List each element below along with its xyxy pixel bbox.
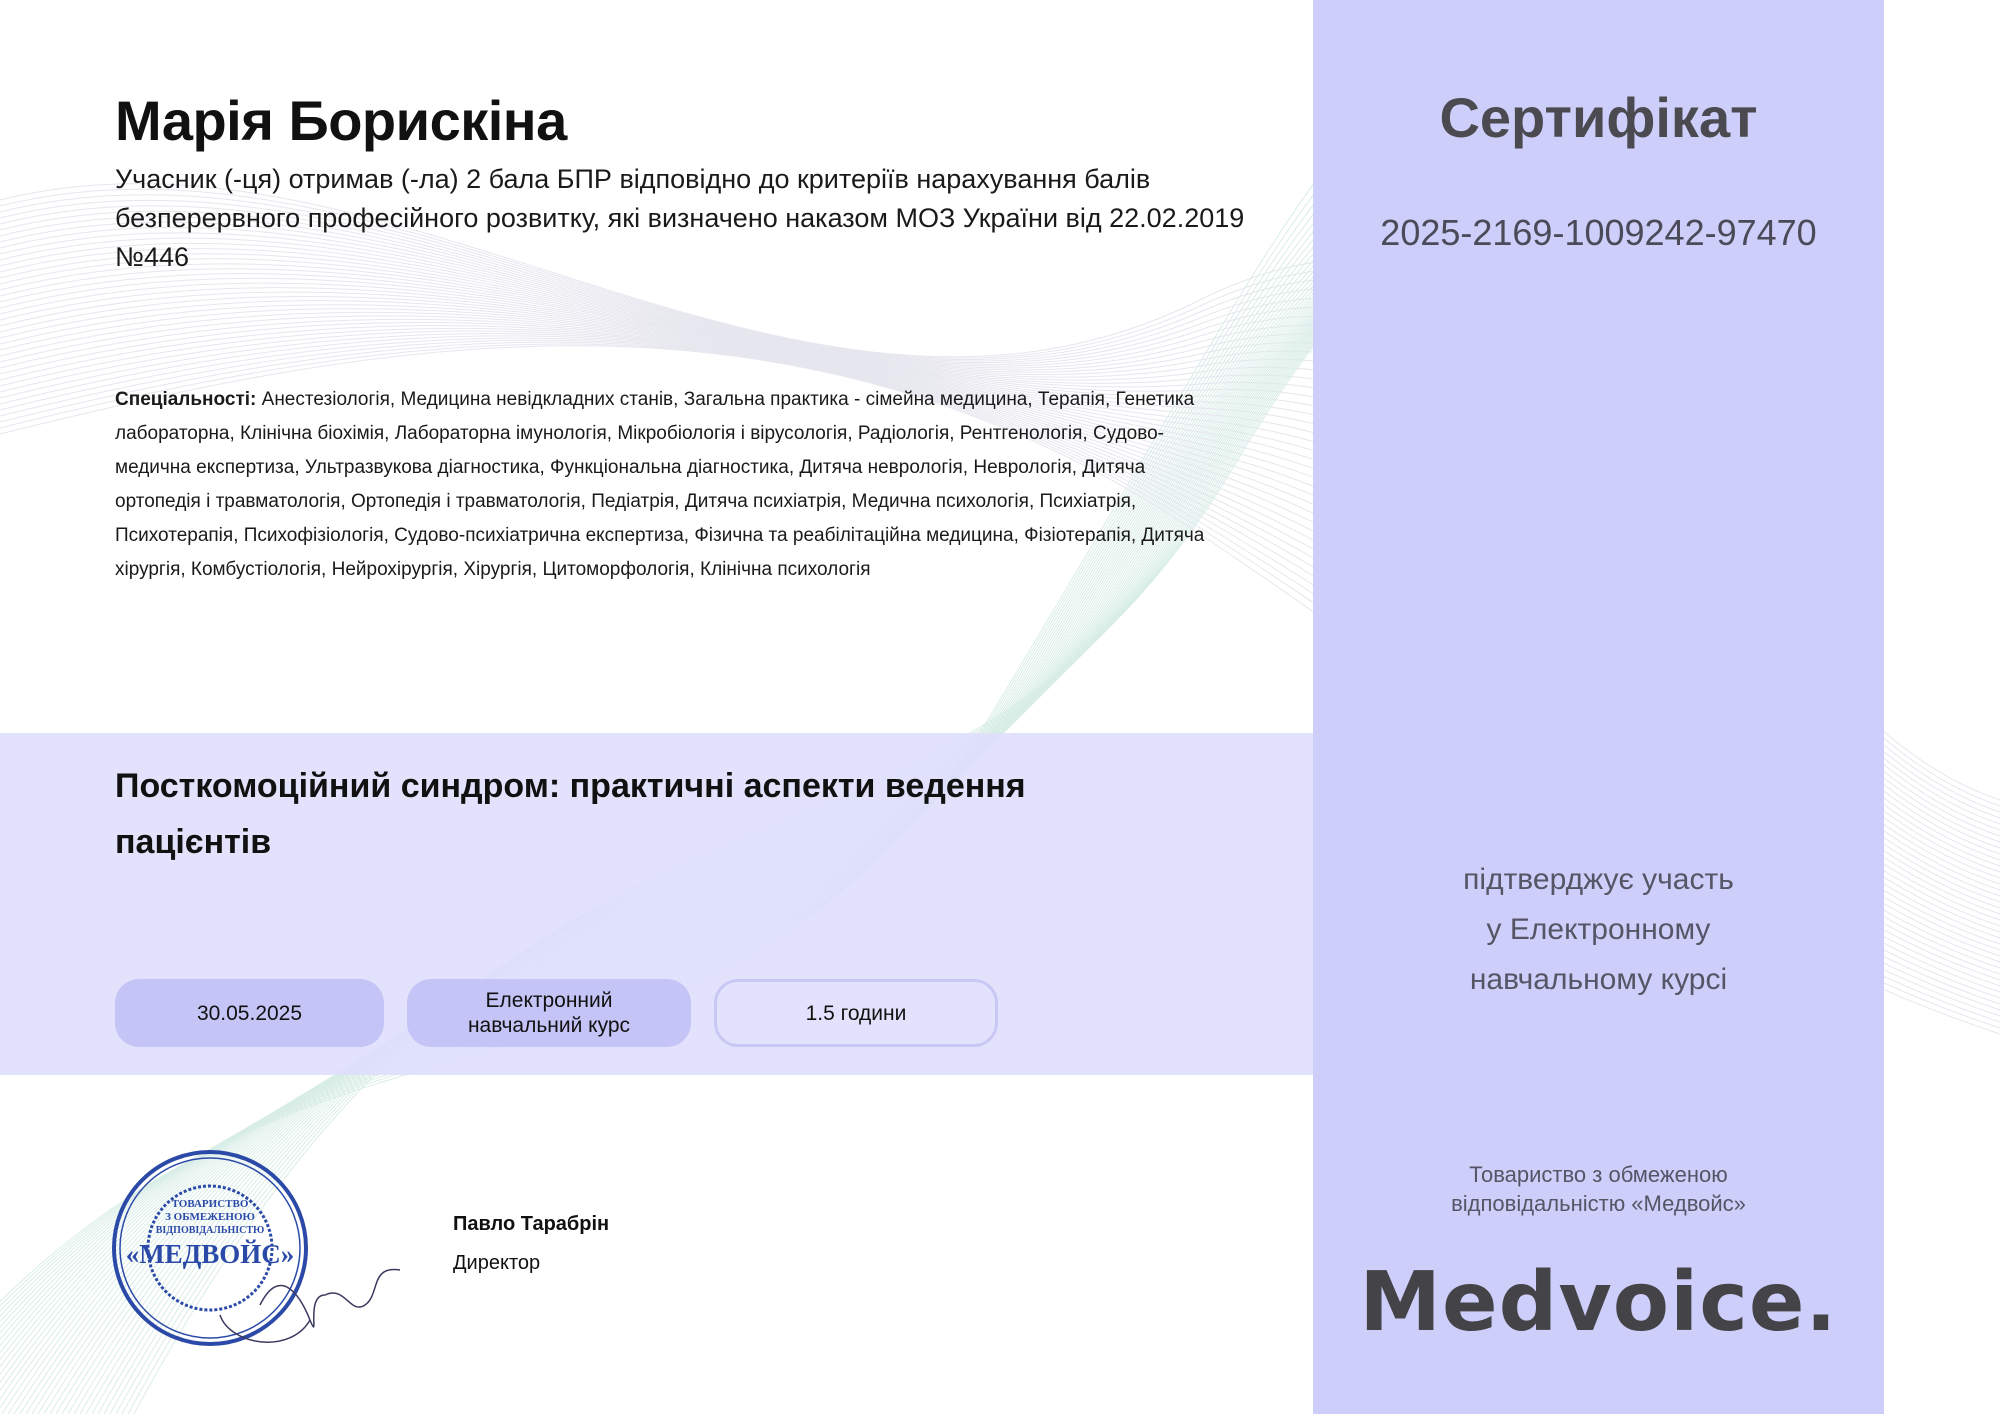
signer-role: Директор — [453, 1252, 541, 1274]
stamp-icon — [114, 1152, 306, 1344]
course-type-pill — [407, 979, 691, 1047]
company-line: відповідальністю «Медвойс» — [1451, 1191, 1746, 1216]
svg-text:ВІДПОВІДАЛЬНІСТЮ: ВІДПОВІДАЛЬНІСТЮ — [155, 1225, 265, 1236]
course-title: Посткомоційний синдром: практичні аспекти ведення пацієнтів — [115, 767, 1026, 861]
svg-text:ТОВАРИСТВО: ТОВАРИСТВО — [171, 1198, 249, 1210]
certificate-number: 2025-2169-1009242-97470 — [1380, 212, 1817, 253]
certificate-title: Сертифікат — [1439, 86, 1758, 149]
course-date: 30.05.2025 — [196, 1001, 303, 1025]
signer-name: Павло Тарабрін — [453, 1213, 610, 1235]
recipient-intro: Учасник (-ця) отримав (-ла) 2 бала БПР відповідно до критеріїв нарахування балів безперервного професійного розвитку, які визначено наказом МОЗ України від 22.02.2019 №446 — [115, 164, 1245, 272]
course-duration-pill — [714, 979, 998, 1047]
course-date-pill — [115, 979, 384, 1047]
recipient-name: Марія Борискіна — [115, 89, 567, 152]
company-name — [1313, 1160, 1884, 1218]
confirmation-line: у Електронному — [1486, 913, 1711, 946]
signature-icon — [220, 1269, 400, 1342]
specialties-text: Анестезіологія, Медицина невідкладних станів, Загальна практика - сімейна медицина, Терапія, Генетика лабораторна, Клінічна біохімія, Лабораторна імунологія, Мікробіологія і вірусологія, Радіологія, Рентгенологія, Судово-медична експертиза, Ультразвукова діагностика, Функціональна діагностика, Дитяча неврологія, Неврологія, Дитяча ортопедія і травматологія, Ортопедія і травматологія, Педіатрія, Дитяча психіатрія, Медична психологія, Психіатрія, Психотерапія, Психофізіологія, Судово-психіатрична експертиза, Фізична та реабілітаційна медицина, Фізіотерапія, Дитяча хірургія, Комбустіологія, Нейрохірургія, Хірургія, Цитоморфологія, Клінічна психологія — [115, 389, 1205, 580]
specialties-label: Спеціальності: — [115, 389, 257, 410]
confirmation-line: підтверджує участь — [1463, 863, 1734, 896]
specialties — [115, 383, 1235, 587]
company-line: Товариство з обмеженою — [1469, 1162, 1728, 1187]
company-stamp-and-signature — [110, 1145, 430, 1355]
medvoice-logo: Medvoice. — [1359, 1255, 1838, 1350]
svg-text:З ОБМЕЖЕНОЮ: З ОБМЕЖЕНОЮ — [165, 1211, 255, 1223]
course-type: Електронний навчальний курс — [467, 989, 631, 1037]
confirmation-line: навчальному курсі — [1469, 963, 1728, 996]
svg-text:«МЕДВОЙС»: «МЕДВОЙС» — [125, 1239, 295, 1269]
course-duration: 1.5 години — [805, 1001, 907, 1025]
confirmation-text — [1313, 855, 1884, 1005]
